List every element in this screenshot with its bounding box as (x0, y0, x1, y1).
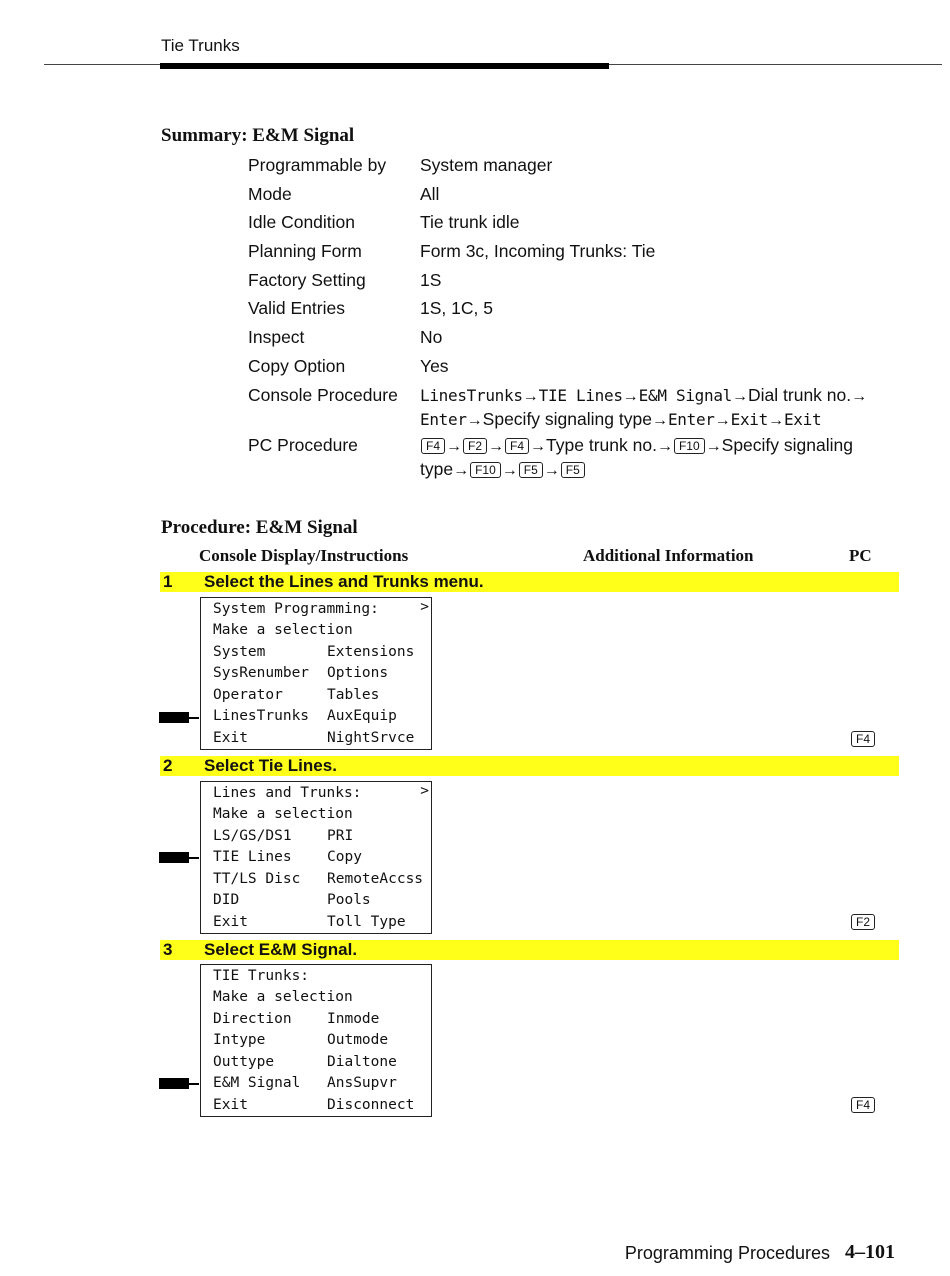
menu-option: SysRenumber (213, 665, 310, 681)
column-header-pc: PC (849, 546, 872, 565)
function-key: F4 (505, 438, 529, 454)
summary-value: Form 3c, Incoming Trunks: Tie (420, 241, 656, 261)
arrow-icon: → (656, 438, 673, 455)
summary-label: Idle Condition (248, 212, 356, 232)
pc-instruction: type (420, 459, 454, 479)
summary-label: Console Procedure (248, 385, 398, 405)
function-key: F5 (519, 462, 543, 478)
summary-label: Mode (248, 184, 292, 204)
summary-label: Planning Form (248, 241, 362, 261)
footer-section-title: Programming Procedures (624, 1243, 830, 1263)
menu-option-selected: LinesTrunks (213, 708, 310, 724)
arrow-icon: → (714, 412, 731, 429)
step-number: 3 (163, 940, 173, 959)
screen-subtitle: Make a selection (213, 622, 353, 638)
procedure-title: Procedure: E&M Signal (161, 517, 358, 538)
arrow-icon: → (622, 388, 639, 405)
menu-option: Copy (327, 849, 362, 865)
function-key: F5 (561, 462, 585, 478)
arrow-icon: → (453, 462, 470, 479)
summary-title: Summary: E&M Signal (161, 125, 355, 146)
summary-label: Factory Setting (248, 270, 366, 290)
step-banner (160, 572, 899, 592)
screen-title: System Programming: (213, 601, 379, 617)
menu-option: Options (327, 665, 389, 681)
menu-option: RemoteAccss (327, 871, 424, 887)
menu-option: Inmode (327, 1011, 380, 1027)
arrow-icon: → (732, 388, 749, 405)
menu-option: Dialtone (327, 1054, 397, 1070)
column-header-additional: Additional Information (583, 546, 754, 565)
menu-option: Exit (213, 914, 248, 930)
more-arrow-icon: > (420, 783, 429, 799)
arrow-icon: → (501, 462, 518, 479)
summary-value: 1S (420, 270, 442, 290)
summary-value: Tie trunk idle (420, 212, 520, 232)
console-keyword: Enter (420, 410, 467, 429)
pc-function-key: F4 (851, 731, 875, 747)
function-key: F10 (674, 438, 705, 454)
summary-value: All (420, 184, 440, 204)
screen-subtitle: Make a selection (213, 989, 353, 1005)
step-banner (160, 756, 899, 776)
selection-pointer-icon (159, 852, 189, 863)
menu-option: Pools (327, 892, 371, 908)
menu-option: NightSrvce (327, 730, 415, 746)
arrow-icon: → (530, 438, 547, 455)
menu-option: System (213, 644, 266, 660)
screen-title: TIE Trunks: (213, 968, 310, 984)
arrow-icon: → (543, 462, 560, 479)
function-key: F10 (470, 462, 501, 478)
arrow-icon: → (705, 438, 722, 455)
menu-option: Toll Type (327, 914, 406, 930)
pc-procedure-value (420, 434, 900, 482)
footer-page-number: 4–101 (845, 1241, 895, 1263)
console-screen (200, 964, 432, 1117)
step-instruction: Select the Lines and Trunks menu. (204, 572, 484, 591)
function-key: F2 (463, 438, 487, 454)
pc-instruction: Type trunk no. (546, 435, 657, 455)
menu-option: Extensions (327, 644, 415, 660)
menu-option: Exit (213, 1097, 248, 1113)
summary-label: PC Procedure (248, 435, 358, 455)
console-screen (200, 781, 432, 934)
menu-option: LS/GS/DS1 (213, 828, 292, 844)
menu-option: Operator (213, 687, 283, 703)
menu-option: Tables (327, 687, 380, 703)
console-keyword: Exit (730, 410, 768, 429)
menu-option: PRI (327, 828, 354, 844)
console-instruction: Dial trunk no. (748, 385, 852, 405)
menu-option: DID (213, 892, 240, 908)
arrow-icon: → (488, 438, 505, 455)
menu-option-selected: TIE Lines (213, 849, 292, 865)
summary-label: Programmable by (248, 155, 387, 175)
arrow-icon: → (522, 388, 539, 405)
column-header-console: Console Display/Instructions (199, 546, 409, 565)
arrow-icon: → (851, 388, 868, 405)
step-instruction: Select Tie Lines. (204, 756, 337, 775)
arrow-icon: → (651, 412, 668, 429)
step-number: 2 (163, 756, 173, 775)
selection-pointer-icon (159, 1078, 189, 1089)
screen-title: Lines and Trunks: (213, 785, 362, 801)
selection-pointer-tick (189, 857, 199, 859)
step-number: 1 (163, 572, 173, 591)
running-header-title: Tie Trunks (161, 36, 240, 55)
summary-value: No (420, 327, 443, 347)
selection-pointer-tick (189, 1083, 199, 1085)
pc-function-key: F2 (851, 914, 875, 930)
menu-option: Outmode (327, 1032, 389, 1048)
summary-label: Copy Option (248, 356, 346, 376)
summary-value: Yes (420, 356, 449, 376)
console-instruction: Specify signaling type (482, 409, 652, 429)
console-keyword: E&M Signal (638, 386, 733, 405)
console-keyword: Exit (783, 410, 822, 429)
selection-pointer-icon (159, 712, 189, 723)
menu-option: AuxEquip (327, 708, 397, 724)
pc-function-key: F4 (851, 1097, 875, 1113)
step-banner (160, 940, 899, 960)
menu-option: TT/LS Disc (213, 871, 301, 887)
arrow-icon: → (767, 412, 784, 429)
menu-option: Outtype (213, 1054, 275, 1070)
arrow-icon: → (446, 438, 463, 455)
screen-subtitle: Make a selection (213, 806, 353, 822)
console-procedure-value (420, 384, 900, 432)
more-arrow-icon: > (420, 599, 429, 615)
menu-option: Disconnect (327, 1097, 415, 1113)
menu-option: AnsSupvr (327, 1075, 397, 1091)
header-rule-thick (160, 63, 609, 69)
arrow-icon: → (466, 412, 483, 429)
step-instruction: Select E&M Signal. (204, 940, 358, 959)
summary-value: System manager (420, 155, 553, 175)
console-keyword: TIE Lines (538, 386, 623, 405)
console-screen (200, 597, 432, 750)
console-keyword: Enter (667, 410, 715, 429)
summary-label: Valid Entries (248, 298, 345, 318)
menu-option-selected: E&M Signal (213, 1075, 301, 1091)
menu-option: Direction (213, 1011, 292, 1027)
function-key: F4 (421, 438, 445, 454)
summary-label: Inspect (248, 327, 305, 347)
selection-pointer-tick (189, 717, 199, 719)
menu-option: Intype (213, 1032, 266, 1048)
summary-value: 1S, 1C, 5 (420, 298, 493, 318)
menu-option: Exit (213, 730, 248, 746)
pc-instruction: Specify signaling (721, 435, 853, 455)
console-keyword: LinesTrunks (420, 386, 523, 405)
